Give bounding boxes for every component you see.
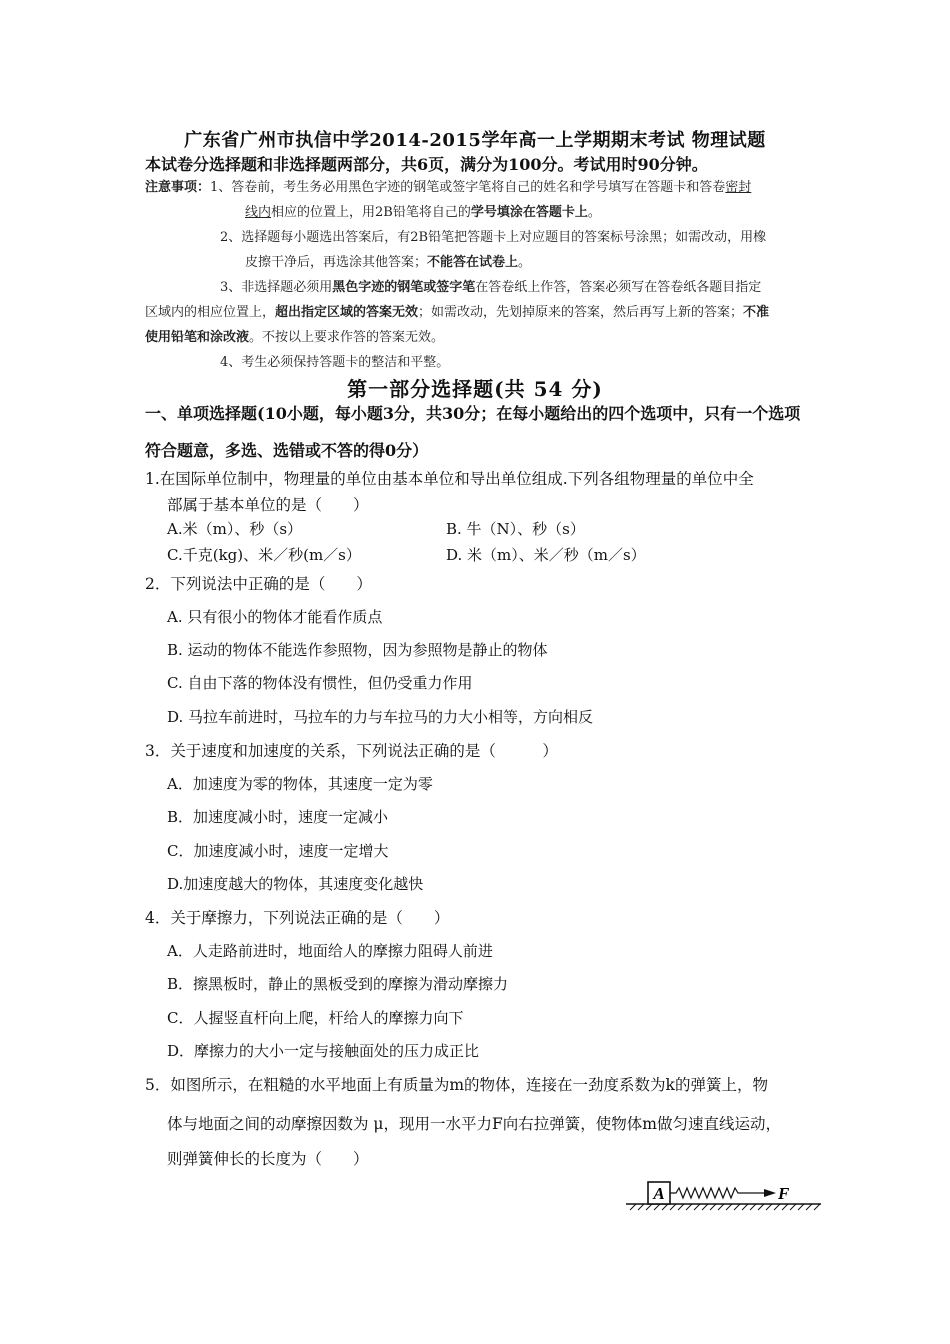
notice-line-3: 2、选择题每小题选出答案后，有2B铅笔把答题卡上对应题目的答案标号涂黑；如需改动，用橡 [220, 230, 767, 245]
question-1-option-d: D. 米（m）、米／秒（m／s） [446, 546, 646, 564]
question-1-option-c: C.千克(kg)、米／秒(m／s） [167, 546, 361, 564]
notice-line-7: 使用铅笔和涂改液。不按以上要求作答的答案无效。 [145, 330, 445, 345]
section-one-heading-line-2: 符合题意，多选、选错或不答的得0分） [145, 441, 429, 460]
notice-line-5: 3、非选择题必须用黑色字迹的钢笔或签字笔在答卷纸上作答，答案必须写在答卷纸各题目指定 [220, 280, 762, 295]
question-4-stem: 4．关于摩擦力，下列说法正确的是（ ） [145, 909, 450, 927]
question-4-option-d: D．摩擦力的大小一定与接触面处的压力成正比 [167, 1042, 480, 1060]
exam-intro: 本试卷分选择题和非选择题两部分，共6页，满分为100分。考试用时90分钟。 [145, 155, 708, 174]
question-2-stem: 2．下列说法中正确的是（ ） [145, 575, 372, 593]
question-2-option-c: C. 自由下落的物体没有惯性，但仍受重力作用 [167, 674, 473, 692]
question-3-option-d: D.加速度越大的物体，其速度变化越快 [167, 875, 424, 893]
question-1-option-a: A.米（m）、秒（s） [167, 520, 303, 538]
ground-hatch [626, 1204, 821, 1210]
notice-line-4: 皮擦干净后，再选涂其他答案；不能答在试卷上。 [245, 255, 532, 270]
spring-block-diagram [626, 1176, 826, 1216]
question-2-option-b: B. 运动的物体不能选作参照物，因为参照物是静止的物体 [167, 641, 548, 659]
question-5-stem-line-3: 则弹簧伸长的长度为（ ） [167, 1150, 369, 1168]
question-4-option-c: C．人握竖直杆向上爬，杆给人的摩擦力向下 [167, 1009, 464, 1027]
notice-line-8: 4、考生必须保持答题卡的整洁和平整。 [220, 355, 450, 370]
section-one-heading-line-1: 一、单项选择题(10小题，每小题3分，共30分；在每小题给出的四个选项中，只有一个选项 [145, 404, 801, 423]
question-1-stem-line-1: 1.在国际单位制中，物理量的单位由基本单位和导出单位组成.下列各组物理量的单位中全 [145, 470, 754, 488]
question-2-option-d: D. 马拉车前进时，马拉车的力与车拉马的力大小相等，方向相反 [167, 708, 594, 726]
notice-line-1: 注意事项：1、答卷前，考生务必用黑色字迹的钢笔或签字笔将自己的姓名和学号填写在答题卡和答卷密封 [145, 180, 752, 195]
question-1-option-b: B. 牛（N）、秒（s） [446, 520, 585, 538]
question-3-option-a: A．加速度为零的物体，其速度一定为零 [167, 775, 433, 793]
question-5-stem-line-2: 体与地面之间的动摩擦因数为 μ，现用一水平力F向右拉弹簧，使物体m做匀速直线运动， [167, 1115, 781, 1133]
question-3-option-c: C．加速度减小时，速度一定增大 [167, 842, 389, 860]
part-one-heading: 第一部分选择题(共 54 分) [347, 377, 603, 401]
notice-line-2: 线内相应的位置上，用2B铅笔将自己的学号填涂在答题卡上。 [245, 205, 601, 220]
question-1-stem-line-2: 部属于基本单位的是（ ） [167, 496, 369, 514]
question-2-option-a: A. 只有很小的物体才能看作质点 [167, 608, 383, 626]
notice-label: 注意事项： [145, 180, 211, 195]
exam-title: 广东省广州市执信中学2014-2015学年高一上学期期末考试 物理试题 [184, 130, 766, 151]
force-label: F [778, 1184, 790, 1203]
block-label: A [653, 1184, 665, 1203]
notice-line-6: 区域内的相应位置上，超出指定区域的答案无效；如需改动，先划掉原来的答案，然后再写上新的答案；不准 [145, 305, 770, 320]
spring [670, 1188, 766, 1198]
force-arrow-icon [764, 1189, 776, 1197]
question-3-option-b: B．加速度减小时，速度一定减小 [167, 808, 389, 826]
question-4-option-a: A．人走路前进时，地面给人的摩擦力阻碍人前进 [167, 942, 493, 960]
question-5-figure [626, 1176, 826, 1216]
question-5-stem-line-1: 5．如图所示，在粗糙的水平地面上有质量为m的物体，连接在一劲度系数为k的弹簧上，物 [145, 1076, 768, 1094]
question-3-stem: 3．关于速度和加速度的关系，下列说法正确的是（ ） [145, 742, 558, 760]
question-4-option-b: B．擦黑板时，静止的黑板受到的摩擦为滑动摩擦力 [167, 975, 509, 993]
